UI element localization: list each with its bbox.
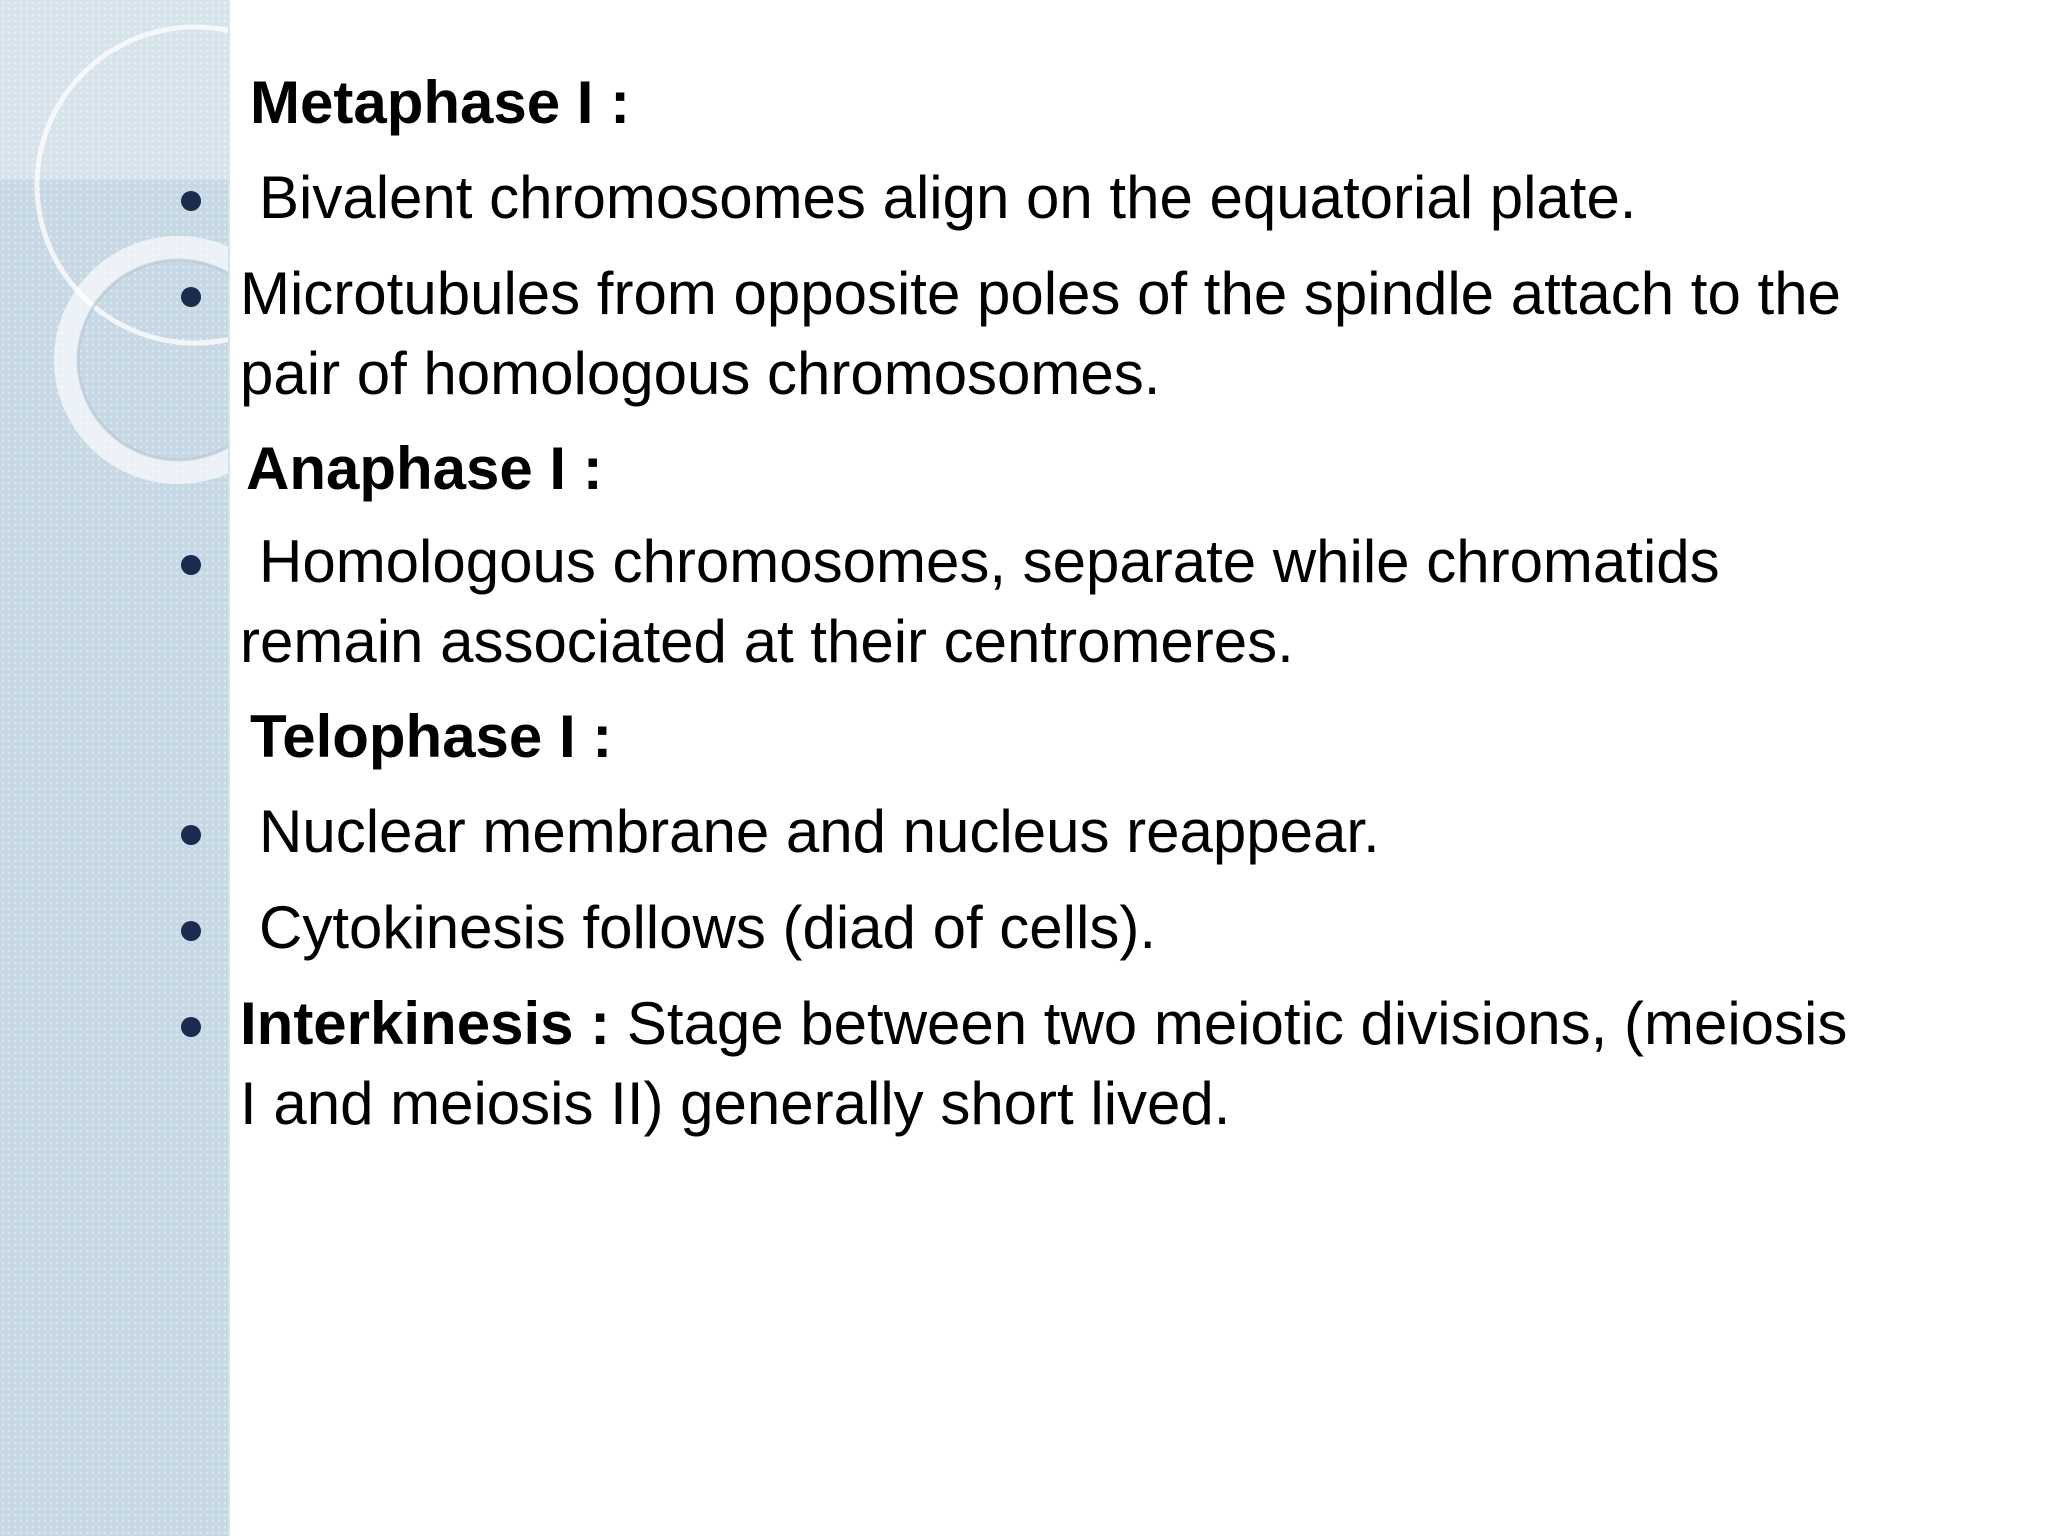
interkinesis-term: Interkinesis :: [240, 990, 611, 1057]
heading-telophase: Telophase I :: [250, 703, 613, 770]
bullet-text: [240, 254, 1841, 414]
bullet-text-line: I and meiosis II) generally short lived.: [240, 1070, 1231, 1137]
bullet-text-line: Homologous chromosomes, separate while chromatids: [259, 528, 1720, 595]
bullet-text: Cytokinesis follows (diad of cells).: [259, 894, 1156, 961]
bullet-dot-icon: [181, 921, 201, 941]
bullet-dot-icon: [181, 191, 201, 211]
bullet-text-line: pair of homologous chromosomes.: [240, 340, 1161, 407]
bullet-text-line: Microtubules from opposite poles of the spindle attach to the: [240, 260, 1841, 327]
bullet-dot-icon: [181, 555, 201, 575]
heading-anaphase: Anaphase I :: [246, 435, 603, 502]
heading-metaphase: Metaphase I :: [250, 69, 631, 136]
bullet-dot-icon: [181, 287, 201, 307]
bullet-text: Bivalent chromosomes align on the equatorial plate.: [259, 164, 1637, 231]
bullet-text-line: remain associated at their centromeres.: [240, 608, 1294, 675]
bullet-text: [240, 984, 1847, 1144]
bullet-dot-icon: [181, 1017, 201, 1037]
bullet-text: Nuclear membrane and nucleus reappear.: [259, 798, 1380, 865]
bullet-text: [240, 522, 1720, 682]
bullet-dot-icon: [181, 825, 201, 845]
interkinesis-definition: Stage between two meiotic divisions, (meiosis: [626, 990, 1848, 1057]
bullet-text-line: [240, 984, 1847, 1064]
